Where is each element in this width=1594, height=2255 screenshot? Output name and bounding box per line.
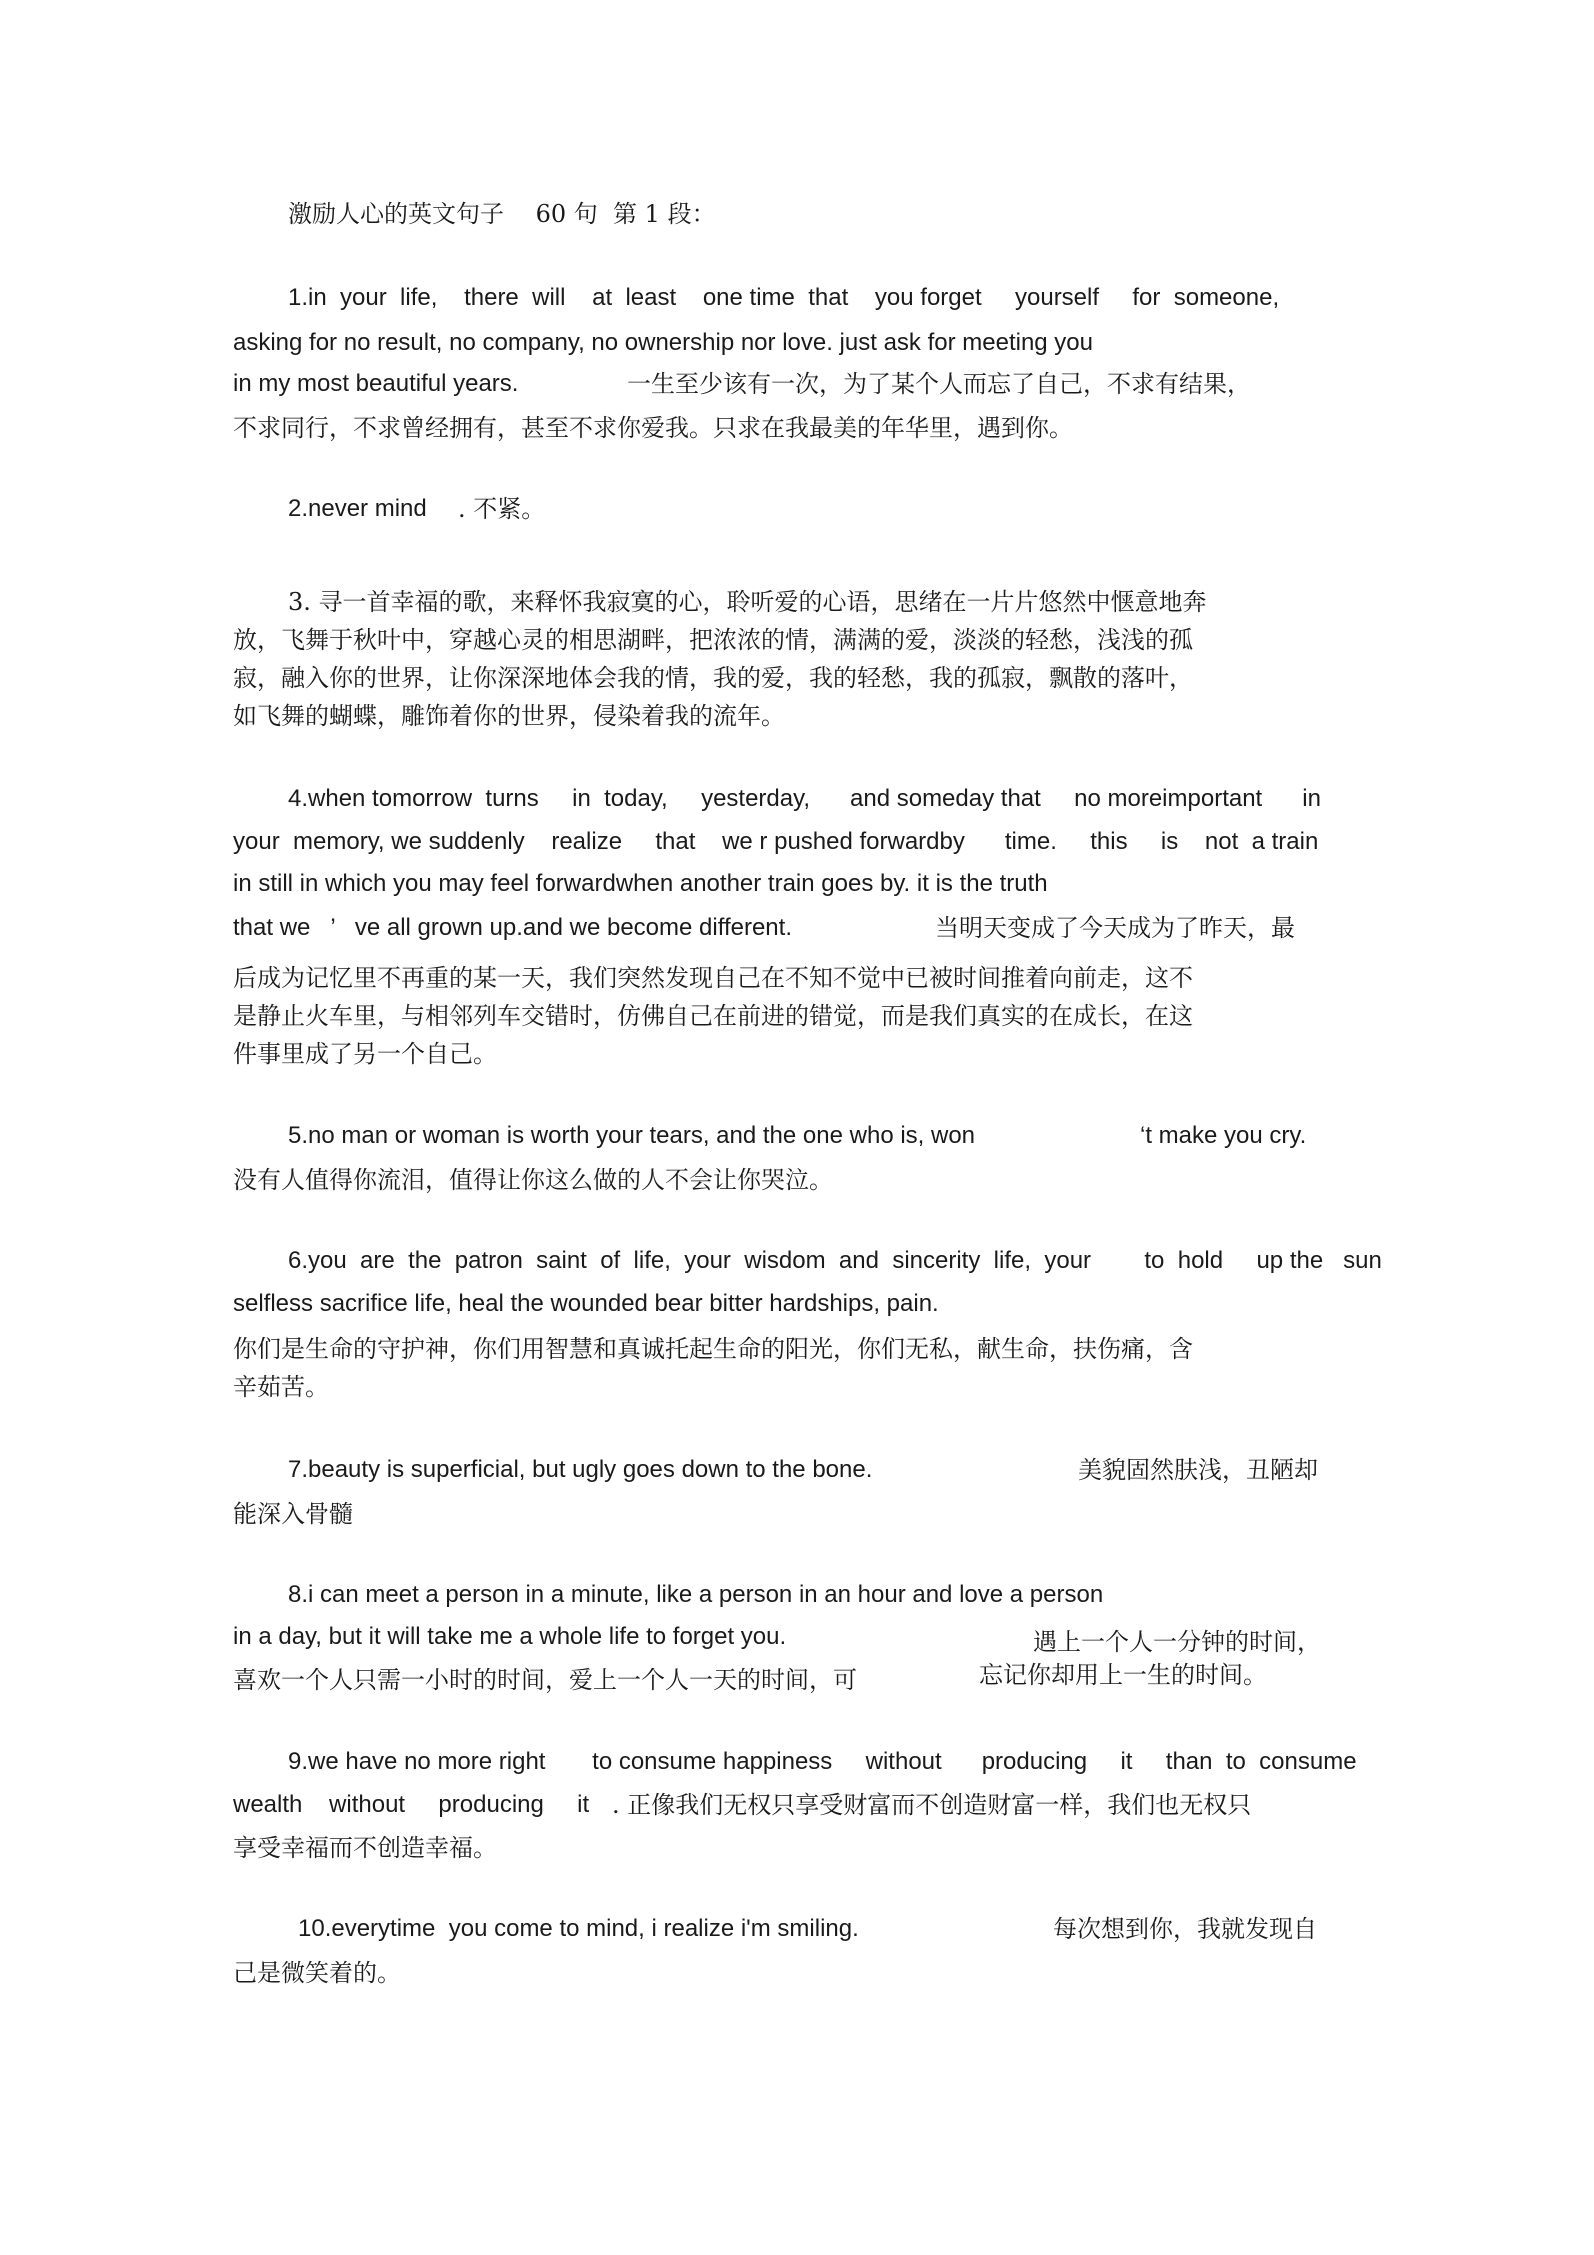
item-8-zh-line-1: 遇上一个人一分钟的时间， [1033,1628,1321,1656]
item-1-en-line-1: 1.in your life, there will at least one time that you forget yourself for someone, [288,284,1280,311]
item-4-en-line-2: your memory, we suddenly realize that we r pushed forwardby time. this is not a train [233,828,1319,855]
item-10-zh-line-1: 每次想到你，我就发现自 [1053,1915,1317,1943]
item-1-zh-line-2: 不求同行，不求曾经拥有，甚至不求你爱我。只求在我最美的年华里，遇到你。 [233,414,1073,442]
item-4-zh-line-1: 当明天变成了今天成为了昨天，最 [935,914,1295,942]
item-6-en-line-1: 6.you are the patron saint of life, your wisdom and sincerity life, your to hold up the sun [288,1247,1382,1274]
item-8-zh-line-2: 喜欢一个人只需一小时的时间，爱上一个人一天的时间，可 [233,1666,857,1694]
item-2-en-line-1: 2.never mind [288,495,427,522]
document-title: 激励人心的英文句子 60 句 第 1 段： [288,200,716,228]
item-10-en-line-1: 10.everytime you come to mind, i realize i'm smiling. [298,1915,859,1942]
item-3-zh-line-2: 放，飞舞于秋叶中，穿越心灵的相思湖畔，把浓浓的情，满满的爱，淡淡的轻愁，浅浅的孤 [233,626,1193,654]
item-1-en-line-2: asking for no result, no company, no ownership nor love. just ask for meeting you [233,329,1094,356]
item-6-zh-line-2: 辛茹苦。 [233,1373,329,1401]
item-6-zh-line-1: 你们是生命的守护神，你们用智慧和真诚托起生命的阳光，你们无私，献生命，扶伤痛，含 [233,1335,1193,1363]
item-3-zh-line-1: 3. 寻一首幸福的歌，来释怀我寂寞的心，聆听爱的心语，思绪在一片片悠然中惬意地奔 [288,588,1207,616]
item-8-zh-line-3: 忘记你却用上一生的时间。 [979,1661,1267,1689]
item-4-en-line-1: 4.when tomorrow turns in today, yesterday, and someday that no moreimportant in [288,785,1321,812]
item-6-en-line-2: selfless sacrifice life, heal the wounded bear bitter hardships, pain. [233,1290,939,1317]
item-7-zh-line-1: 美貌固然肤浅，丑陋却 [1078,1456,1318,1484]
item-4-zh-line-2: 后成为记忆里不再重的某一天，我们突然发现自己在不知不觉中已被时间推着向前走，这不 [233,964,1193,992]
item-8-en-line-2: in a day, but it will take me a whole life to forget you. [233,1623,787,1650]
item-9-en-line-1: 9.we have no more right to consume happiness without producing it than to consume [288,1748,1357,1775]
item-8-en-line-1: 8.i can meet a person in a minute, like a person in an hour and love a person [288,1581,1104,1608]
item-1-zh-line-1: 一生至少该有一次，为了某个人而忘了自己，不求有结果， [627,370,1251,398]
item-7-zh-line-2: 能深入骨髓 [233,1500,353,1528]
item-4-zh-line-3: 是静止火车里，与相邻列车交错时，仿佛自己在前进的错觉，而是我们真实的在成长，在这 [233,1002,1193,1030]
item-9-en-line-2: wealth without producing it [233,1791,590,1818]
item-10-zh-line-2: 己是微笑着的。 [233,1959,401,1987]
item-5-zh-line-1: 没有人值得你流泪，值得让你这么做的人不会让你哭泣。 [233,1166,833,1194]
item-2-zh-line-1: . 不紧。 [458,495,546,523]
item-5-en-line-2: ‘t make you cry. [1140,1122,1307,1149]
item-4-en-line-3: in still in which you may feel forwardwhen another train goes by. it is the truth [233,870,1048,897]
item-4-zh-line-4: 件事里成了另一个自己。 [233,1040,497,1068]
item-5-en-line-1: 5.no man or woman is worth your tears, and the one who is, won [288,1122,976,1149]
item-7-en-line-1: 7.beauty is superficial, but ugly goes down to the bone. [288,1456,873,1483]
item-9-zh-line-2: 享受幸福而不创造幸福。 [233,1834,497,1862]
item-3-zh-line-3: 寂，融入你的世界，让你深深地体会我的情，我的爱，我的轻愁，我的孤寂，飘散的落叶， [233,664,1193,692]
item-3-zh-line-4: 如飞舞的蝴蝶，雕饰着你的世界，侵染着我的流年。 [233,702,785,730]
item-1-en-line-3: in my most beautiful years. [233,370,519,397]
item-9-zh-line-1: . 正像我们无权只享受财富而不创造财富一样，我们也无权只 [612,1791,1252,1819]
item-4-en-line-4: that we ’ ve all grown up.and we become different. [233,914,792,941]
